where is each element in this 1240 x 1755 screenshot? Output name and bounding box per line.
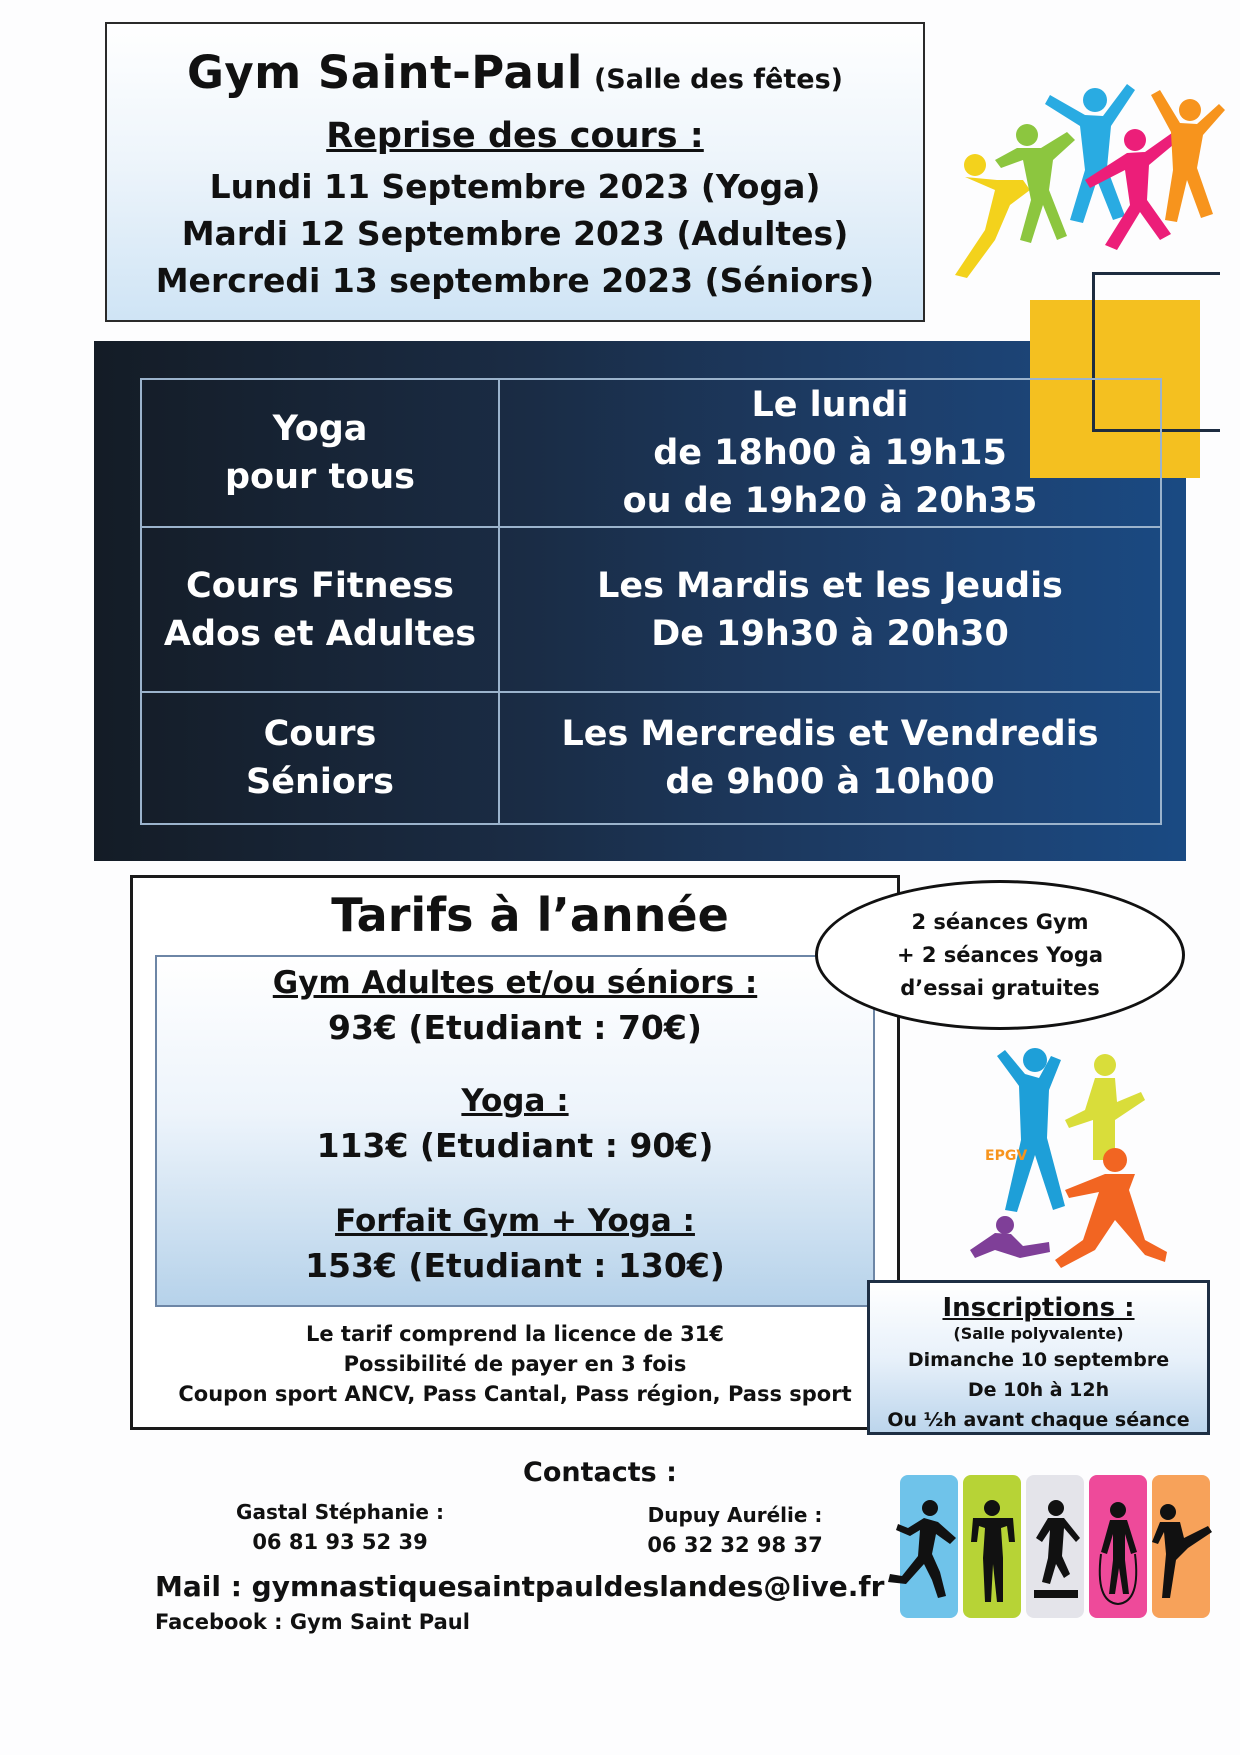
course-name-line: Yoga: [272, 409, 368, 449]
title-line: [107, 46, 923, 99]
stepper-icon: [1026, 1498, 1084, 1608]
course-name-line: Séniors: [246, 762, 394, 802]
inscriptions-box: [867, 1280, 1210, 1435]
contacts-title: Contacts :: [523, 1457, 677, 1488]
inscriptions-line: De 10h à 12h: [967, 1379, 1110, 1401]
tarif-price-yoga: 113€ (Etudiant : 90€): [316, 1126, 714, 1165]
athlete-purple: [970, 1216, 1050, 1258]
time-cell: [499, 379, 1161, 527]
dancer-yellow: [955, 154, 1030, 278]
athlete-blue: [997, 1048, 1065, 1212]
time-line: Les Mardis et les Jeudis: [597, 565, 1063, 606]
contact-name: Dupuy Aurélie :: [647, 1503, 823, 1527]
contact-name: Gastal Stéphanie :: [236, 1500, 444, 1524]
tarif-note-licence: Le tarif comprend la licence de 31€: [306, 1322, 724, 1346]
tarif-price-forfait: 153€ (Etudiant : 130€): [305, 1246, 725, 1285]
epgv-illustration: [965, 1040, 1180, 1275]
reprise-date-seniors: Mercredi 13 septembre 2023 (Séniors): [155, 261, 875, 300]
time-line: ou de 19h20 à 20h35: [622, 481, 1038, 521]
inscriptions-line: Dimanche 10 septembre: [907, 1349, 1170, 1371]
course-name-line: Cours: [263, 714, 377, 754]
tarif-label-yoga: Yoga :: [461, 1083, 569, 1119]
tarif-note-paiement: Possibilité de payer en 3 fois: [343, 1352, 687, 1376]
tarif-note-coupons: Coupon sport ANCV, Pass Cantal, Pass région, Pass sport: [178, 1382, 852, 1406]
time-line: Les Mercredis et Vendredis: [561, 714, 1099, 754]
free-trial-line: + 2 séances Yoga: [896, 942, 1104, 967]
runner-icon: [880, 1498, 960, 1608]
kick-icon: [1148, 1498, 1216, 1608]
jump-rope-icon: [1089, 1498, 1147, 1608]
contact-phone: 06 81 93 52 39: [252, 1530, 428, 1554]
page-subtitle: (Salle des fêtes): [593, 64, 843, 95]
course-cell: [141, 527, 499, 692]
schedule-row-fitness: [141, 527, 1161, 692]
schedule-row-seniors: [141, 692, 1161, 824]
tarif-label-gym: Gym Adultes et/ou séniors :: [272, 965, 758, 1001]
tarif-price-gym: 93€ (Etudiant : 70€): [328, 1008, 702, 1047]
course-cell: [141, 692, 499, 824]
time-cell: [499, 692, 1161, 824]
contact-facebook: Facebook : Gym Saint Paul: [155, 1610, 470, 1634]
athlete-orange: [1055, 1148, 1167, 1268]
free-trial-bubble: [815, 880, 1185, 1030]
inscriptions-title: Inscriptions :: [942, 1293, 1135, 1323]
course-name-line: Cours Fitness: [186, 565, 454, 606]
epgv-logo-text: EPGV: [985, 1148, 1028, 1164]
contact-phone: 06 32 32 98 37: [647, 1533, 823, 1557]
course-name-line: Ados et Adultes: [163, 613, 477, 654]
inscriptions-line: Ou ½h avant chaque séance: [887, 1409, 1190, 1431]
reprise-date-yoga: Lundi 11 Septembre 2023 (Yoga): [209, 167, 821, 206]
reprise-date-adultes: Mardi 12 Septembre 2023 (Adultes): [181, 214, 849, 253]
header-box: [105, 22, 925, 322]
free-trial-line: 2 séances Gym: [911, 909, 1089, 934]
page-title: Gym Saint-Paul: [187, 46, 583, 99]
contact-mail: Mail : gymnastiquesaintpauldeslandes@live.fr: [155, 1570, 885, 1603]
inscriptions-place: (Salle polyvalente): [953, 1324, 1124, 1343]
course-cell: [141, 379, 499, 527]
dumbbell-woman-icon: [963, 1498, 1021, 1608]
time-line: Le lundi: [751, 385, 909, 425]
schedule-row-yoga: [141, 379, 1161, 527]
time-line: De 19h30 à 20h30: [651, 613, 1009, 654]
time-cell: [499, 527, 1161, 692]
time-line: de 18h00 à 19h15: [653, 433, 1007, 473]
time-line: de 9h00 à 10h00: [665, 762, 995, 802]
reprise-heading: Reprise des cours :: [326, 116, 704, 156]
athlete-yellow: [1065, 1054, 1145, 1160]
free-trial-line: d’essai gratuites: [900, 975, 1100, 1000]
schedule-table: [140, 378, 1162, 825]
dancer-orange: [1151, 90, 1225, 222]
tarif-label-forfait: Forfait Gym + Yoga :: [335, 1203, 695, 1239]
course-name-line: pour tous: [225, 457, 415, 497]
dancers-illustration: [935, 40, 1225, 280]
tarifs-title: Tarifs à l’année: [331, 888, 729, 942]
